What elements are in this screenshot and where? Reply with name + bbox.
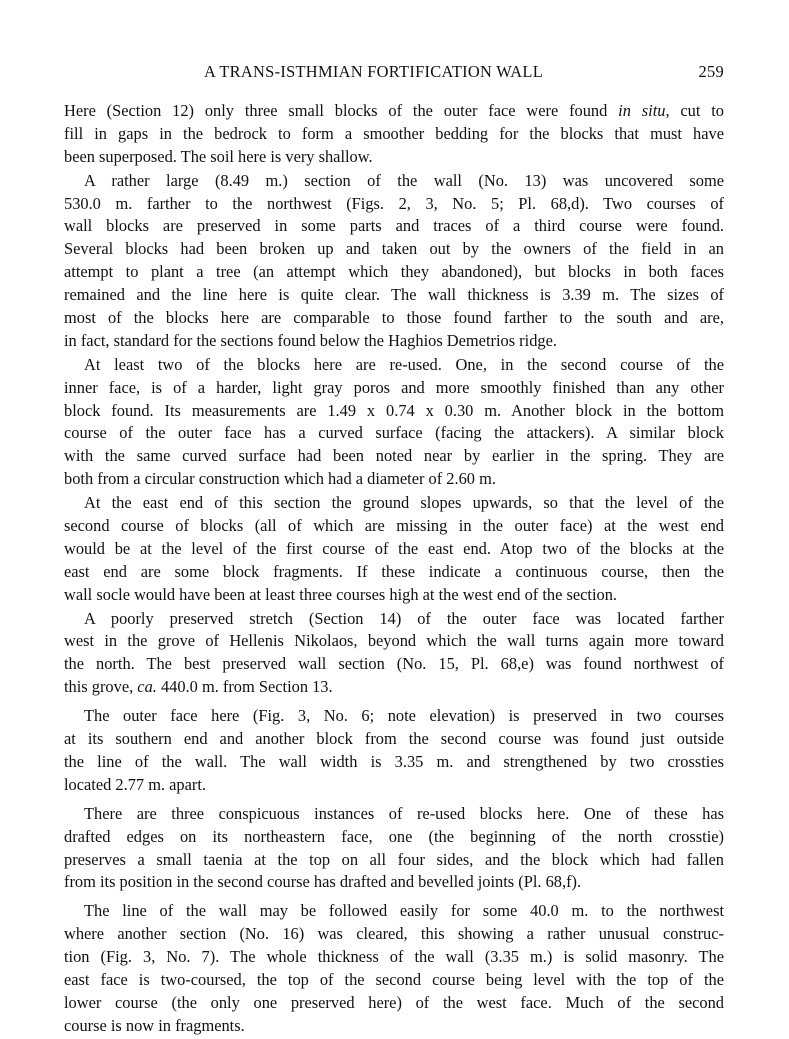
text-line: the north. The best preserved wall section (No. 15, Pl. 68,e) was found northwest of: [64, 654, 724, 674]
text-line: where another section (No. 16) was cleared, this showing a rather unusual construc-: [64, 924, 724, 944]
paragraph: [64, 492, 724, 606]
running-head-title: A TRANS-ISTHMIAN FORTIFICATION WALL: [204, 62, 544, 81]
paragraph: [64, 170, 724, 353]
text-line: At least two of the blocks here are re-used. One, in the second course of the: [84, 354, 724, 374]
text-line: The outer face here (Fig. 3, No. 6; note elevation) is preserved in two courses: [84, 706, 724, 726]
text-line: the line of the wall. The wall width is 3.35 m. and strengthened by two crossties: [64, 751, 724, 771]
text-line: course is now in fragments.: [64, 1015, 245, 1035]
text-line: tion (Fig. 3, No. 7). The whole thickness of the wall (3.35 m.) is solid masonry. The: [64, 947, 724, 967]
page-number: 259: [698, 62, 724, 81]
paragraph: [64, 100, 724, 169]
text-line: There are three conspicuous instances of re-used blocks here. One of these has: [84, 803, 724, 823]
text-line: drafted edges on its northeastern face, one (the beginning of the north crosstie): [64, 826, 724, 846]
text-line: been superposed. The soil here is very shallow.: [64, 146, 373, 166]
text-line: attempt to plant a tree (an attempt which they abandoned), but blocks in both faces: [64, 262, 724, 282]
text-line: Several blocks had been broken up and taken out by the owners of the field in an: [64, 239, 724, 259]
text-line: from its position in the second course has drafted and bevelled joints (Pl. 68,f).: [64, 872, 582, 892]
text-line: At the east end of this section the ground slopes upwards, so that the level of the: [84, 493, 724, 513]
body-text: [64, 100, 724, 1038]
text-line: The line of the wall may be followed easily for some 40.0 m. to the northwest: [84, 901, 724, 921]
paragraph: [64, 900, 724, 1037]
text-line: east end are some block fragments. If these indicate a continuous course, then the: [64, 561, 724, 581]
paragraph: [64, 705, 724, 797]
text-line: A poorly preserved stretch (Section 14) of the outer face was located farther: [84, 608, 724, 628]
text-line: most of the blocks here are comparable to those found farther to the south and are,: [64, 308, 724, 328]
text-line: block found. Its measurements are 1.49 x 0.74 x 0.30 m. Another block in the bottom: [64, 400, 724, 420]
page: [64, 60, 724, 1039]
text-line: wall socle would have been at least three courses high at the west end of the section.: [64, 584, 617, 604]
text-line: with the same curved surface had been noted near by earlier in the spring. They are: [64, 446, 724, 466]
text-line: fill in gaps in the bedrock to form a smoother bedding for the blocks that must have: [64, 123, 724, 143]
text-line: remained and the line here is quite clear. The wall thickness is 3.39 m. The sizes of: [64, 285, 724, 305]
text-line: located 2.77 m. apart.: [64, 774, 207, 794]
text-line: Here (Section 12) only three small blocks of the outer face were found in situ, cut to: [64, 101, 725, 120]
text-line: both from a circular construction which had a diameter of 2.60 m.: [64, 469, 496, 489]
running-head: [64, 60, 724, 84]
paragraph: [64, 803, 724, 895]
text-line: A rather large (8.49 m.) section of the wall (No. 13) was uncovered some: [84, 170, 724, 190]
text-line: west in the grove of Hellenis Nikolaos, beyond which the wall turns again more toward: [64, 631, 724, 651]
text-line: wall blocks are preserved in some parts and traces of a third course were found.: [64, 216, 724, 236]
text-line: this grove, ca. 440.0 m. from Section 13.: [64, 677, 333, 697]
text-line: course of the outer face has a curved surface (facing the attackers). A similar block: [64, 423, 724, 443]
text-line: would be at the level of the first course of the east end. Atop two of the blocks at the: [64, 538, 724, 558]
text-line: inner face, is of a harder, light gray poros and more smoothly finished than any other: [64, 377, 724, 397]
text-line: second course of blocks (all of which are missing in the outer face) at the west end: [64, 516, 724, 536]
text-line: preserves a small taenia at the top on all four sides, and the block which had fallen: [64, 849, 724, 869]
text-line: 530.0 m. farther to the northwest (Figs. 2, 3, No. 5; Pl. 68,d). Two courses of: [64, 193, 724, 213]
text-line: lower course (the only one preserved here) of the west face. Much of the second: [64, 992, 724, 1012]
text-line: in fact, standard for the sections found below the Haghios Demetrios ridge.: [64, 330, 557, 350]
paragraph: [64, 354, 724, 491]
text-line: east face is two-coursed, the top of the second course being level with the top of the: [64, 969, 724, 989]
text-line: at its southern end and another block from the second course was found just outside: [64, 729, 724, 749]
paragraph: [64, 608, 724, 700]
